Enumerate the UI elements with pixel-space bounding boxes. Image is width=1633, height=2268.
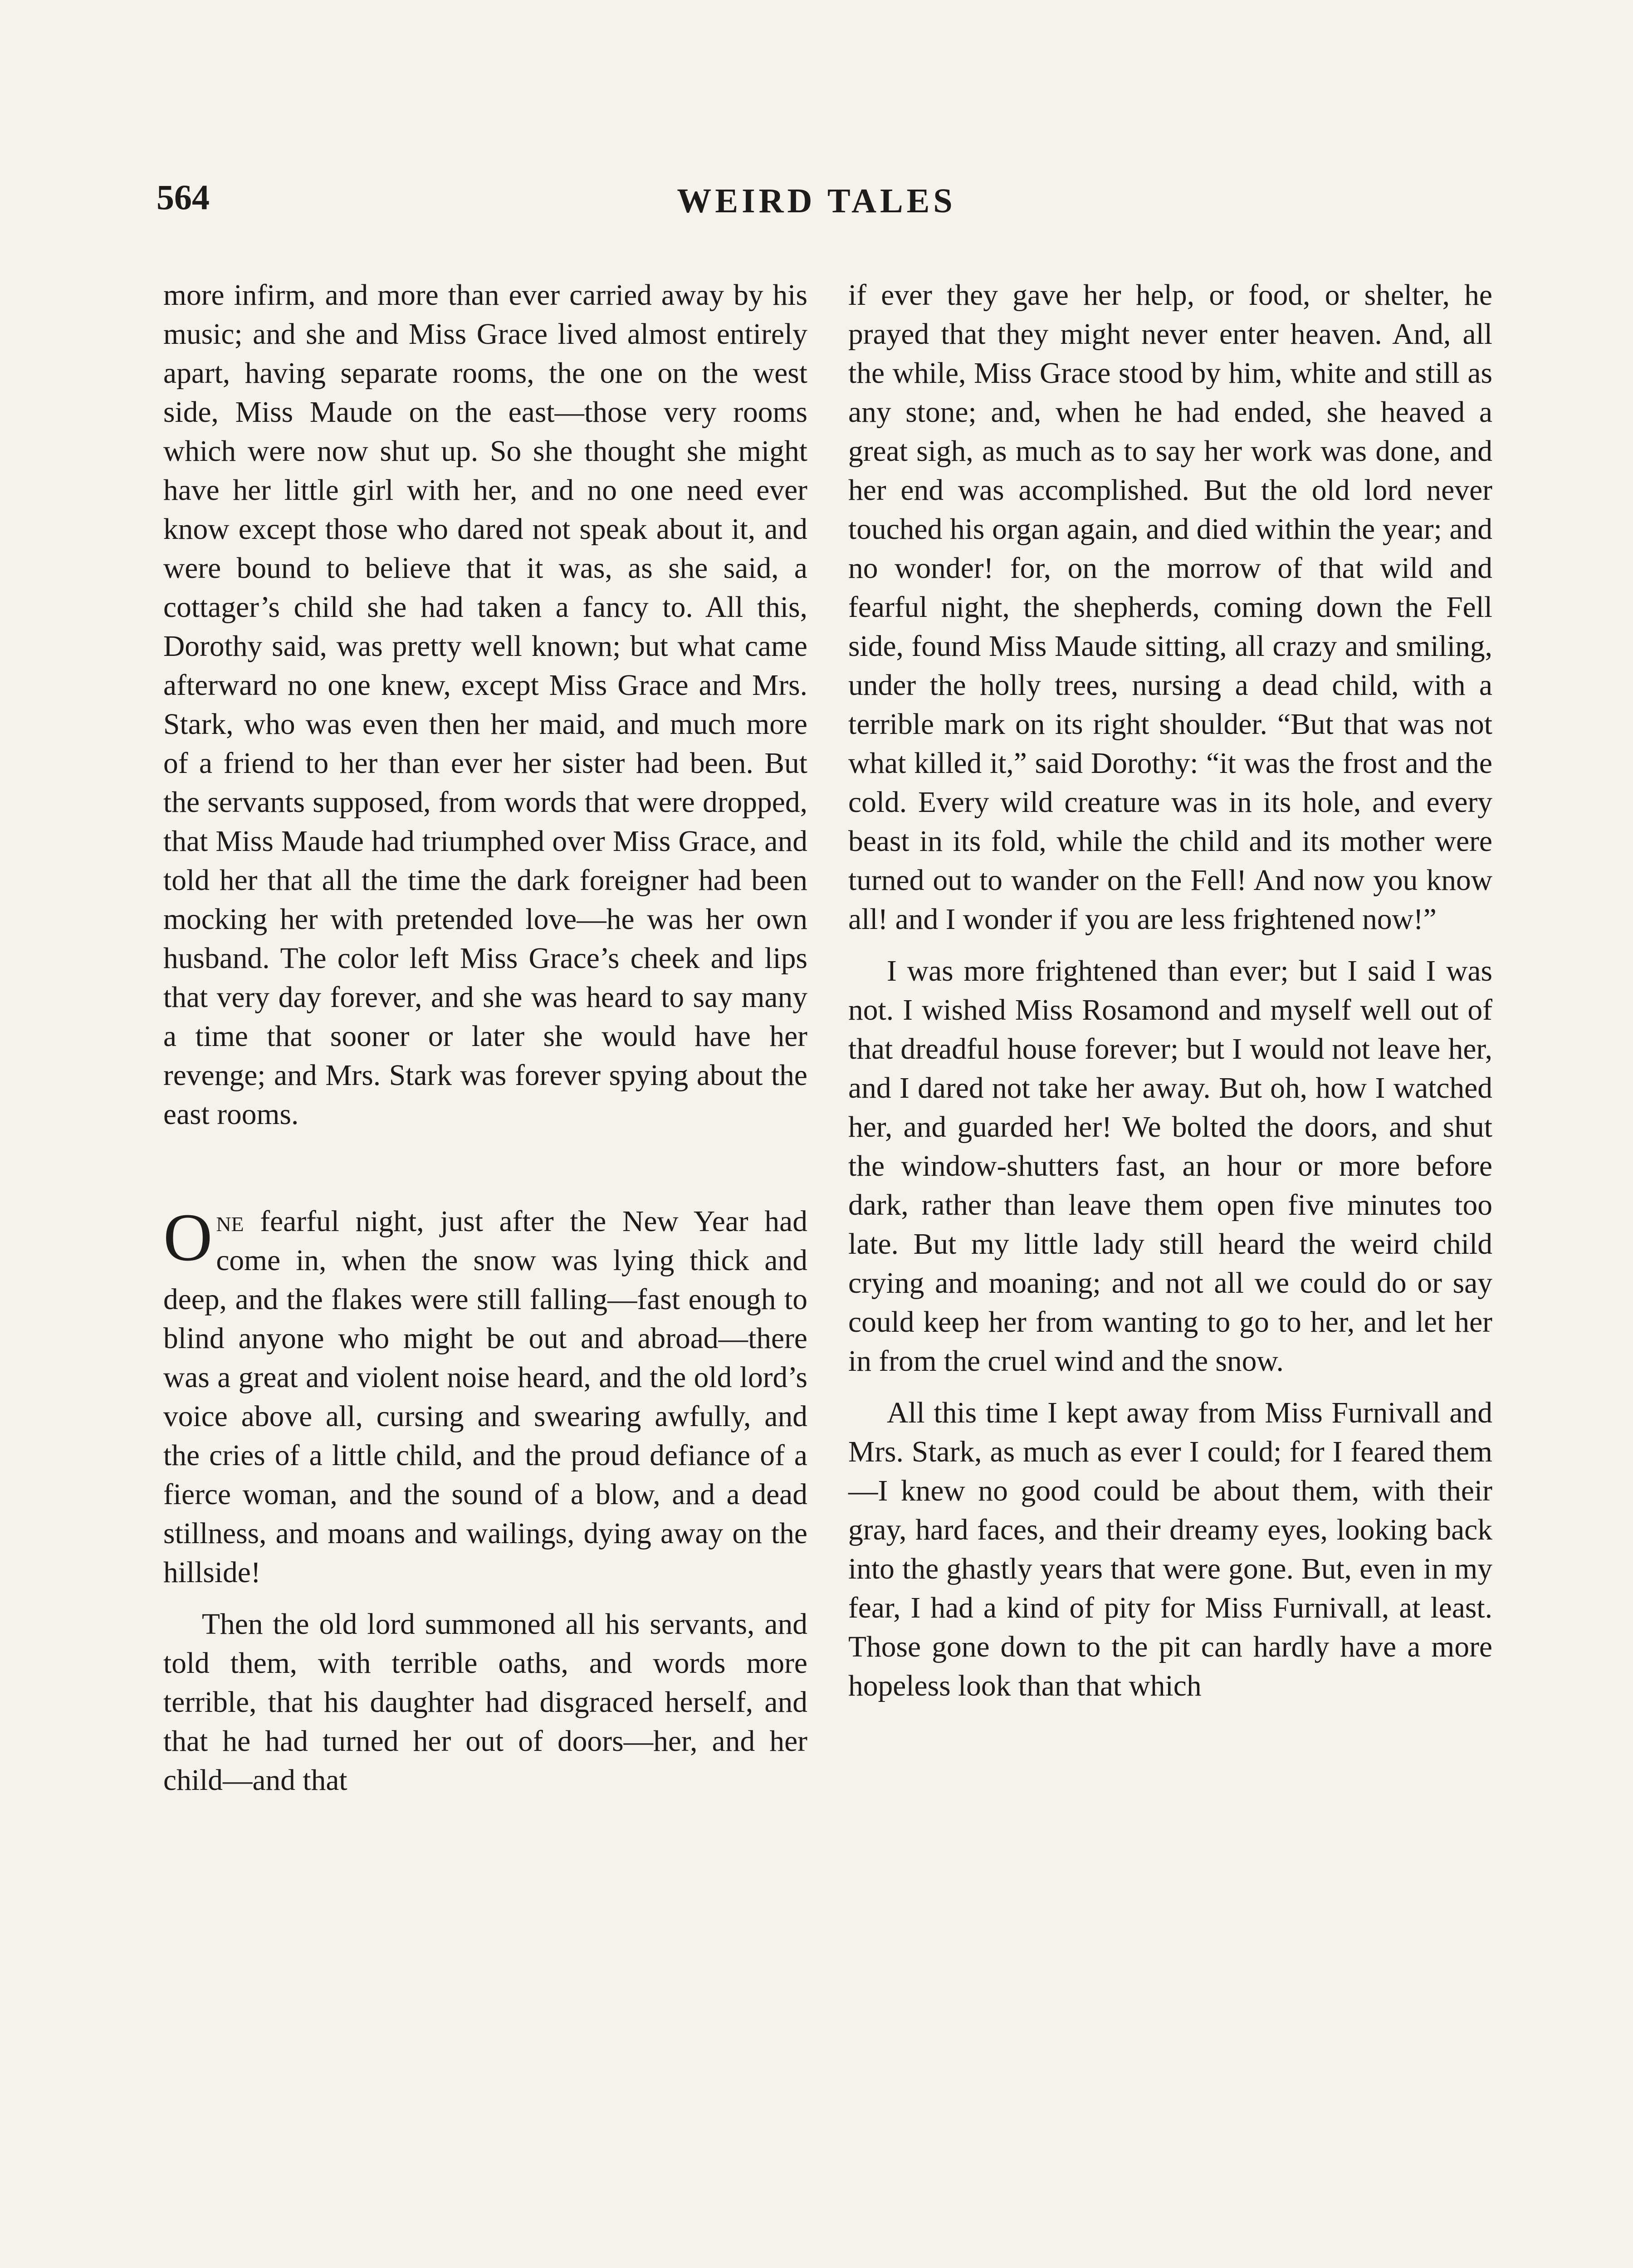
magazine-title: WEIRD TALES	[677, 182, 956, 220]
left-column	[163, 276, 807, 1800]
page-number: 564	[156, 177, 210, 217]
running-head	[156, 177, 1477, 231]
left-paragraph-2-text: fearful night, just after the New Year had come in, when the snow was lying thick and deep, and the flakes were still falling—fast enough to blind anyone who might be out and abroad—there was a great and violent noise heard, and the old lord’s voice above all, cursing and swearing awfully, and the cries of a little child, and the proud defiance of a fierce woman, and the sound of a blow, and a dead stillness, and moans and wailings, dying away on the hillside!	[163, 1205, 807, 1589]
small-caps-lead: ne	[216, 1205, 244, 1238]
right-paragraph-2: I was more frightened than ever; but I said I was not. I wished Miss Rosamond and myself well out of that dreadful house forever; but I would not leave her, and I dared not take her away. But oh, how I watched her, and guarded her! We bolted the doors, and shut the window-shutters fast, an hour or more before dark, rather than leave them open five minutes too late. But my little lady still heard the weird child crying and moaning; and not all we could do or say could keep her from wanting to go to her, and let her in from the cruel wind and the snow.	[848, 955, 1492, 1378]
drop-cap: O	[163, 1200, 213, 1275]
right-paragraph-3: All this time I kept away from Miss Furnivall and Mrs. Stark, as much as ever I could; for I feared them—I knew no good could be about them, with their gray, hard faces, and their dreamy eyes, looking back into the ghastly years that were gone. But, even in my fear, I had a kind of pity for Miss Furnivall, at least. Those gone down to the pit can hardly have a more hopeless look than that which	[848, 1397, 1492, 1702]
left-paragraph-2	[163, 1202, 807, 1592]
right-column	[848, 276, 1492, 1706]
left-paragraph-3: Then the old lord summoned all his servants, and told them, with terrible oaths, and words more terrible, that his daughter had disgraced herself, and that he had turned her out of doors—her, and her child—and that	[163, 1608, 807, 1797]
right-paragraph-1: if ever they gave her help, or food, or shelter, he prayed that they might never enter heaven. And, all the while, Miss Grace stood by him, white and still as any stone; and, when he had ended, she heaved a great sigh, as much as to say her work was done, and her end was accomplished. But the old lord never touched his organ again, and died within the year; and no wonder! for, on the morrow of that wild and fearful night, the shepherds, coming down the Fell side, found Miss Maude sitting, all crazy and smiling, under the holly trees, nursing a dead child, with a terrible mark on its right shoulder. “But that was not what killed it,” said Dorothy: “it was the frost and the cold. Every wild creature was in its hole, and every beast in its fold, while the child and its mother were turned out to wander on the Fell! And now you know all! and I wonder if you are less frightened now!”	[848, 279, 1492, 936]
left-paragraph-1: more infirm, and more than ever carried away by his music; and she and Miss Grace lived almost entirely apart, having separate rooms, the one on the west side, Miss Maude on the east—those very rooms which were now shut up. So she thought she might have her little girl with her, and no one need ever know except those who dared not speak about it, and were bound to believe that it was, as she said, a cottager’s child she had taken a fancy to. All this, Dorothy said, was pretty well known; but what came afterward no one knew, except Miss Grace and Mrs. Stark, who was even then her maid, and much more of a friend to her than ever her sister had been. But the servants supposed, from words that were dropped, that Miss Maude had triumphed over Miss Grace, and told her that all the time the dark foreigner had been mocking her with pretended love—he was her own husband. The color left Miss Grace’s cheek and lips that very day forever, and she was heard to say many a time that sooner or later she would have her revenge; and Mrs. Stark was forever spying about the east rooms.	[163, 279, 807, 1131]
